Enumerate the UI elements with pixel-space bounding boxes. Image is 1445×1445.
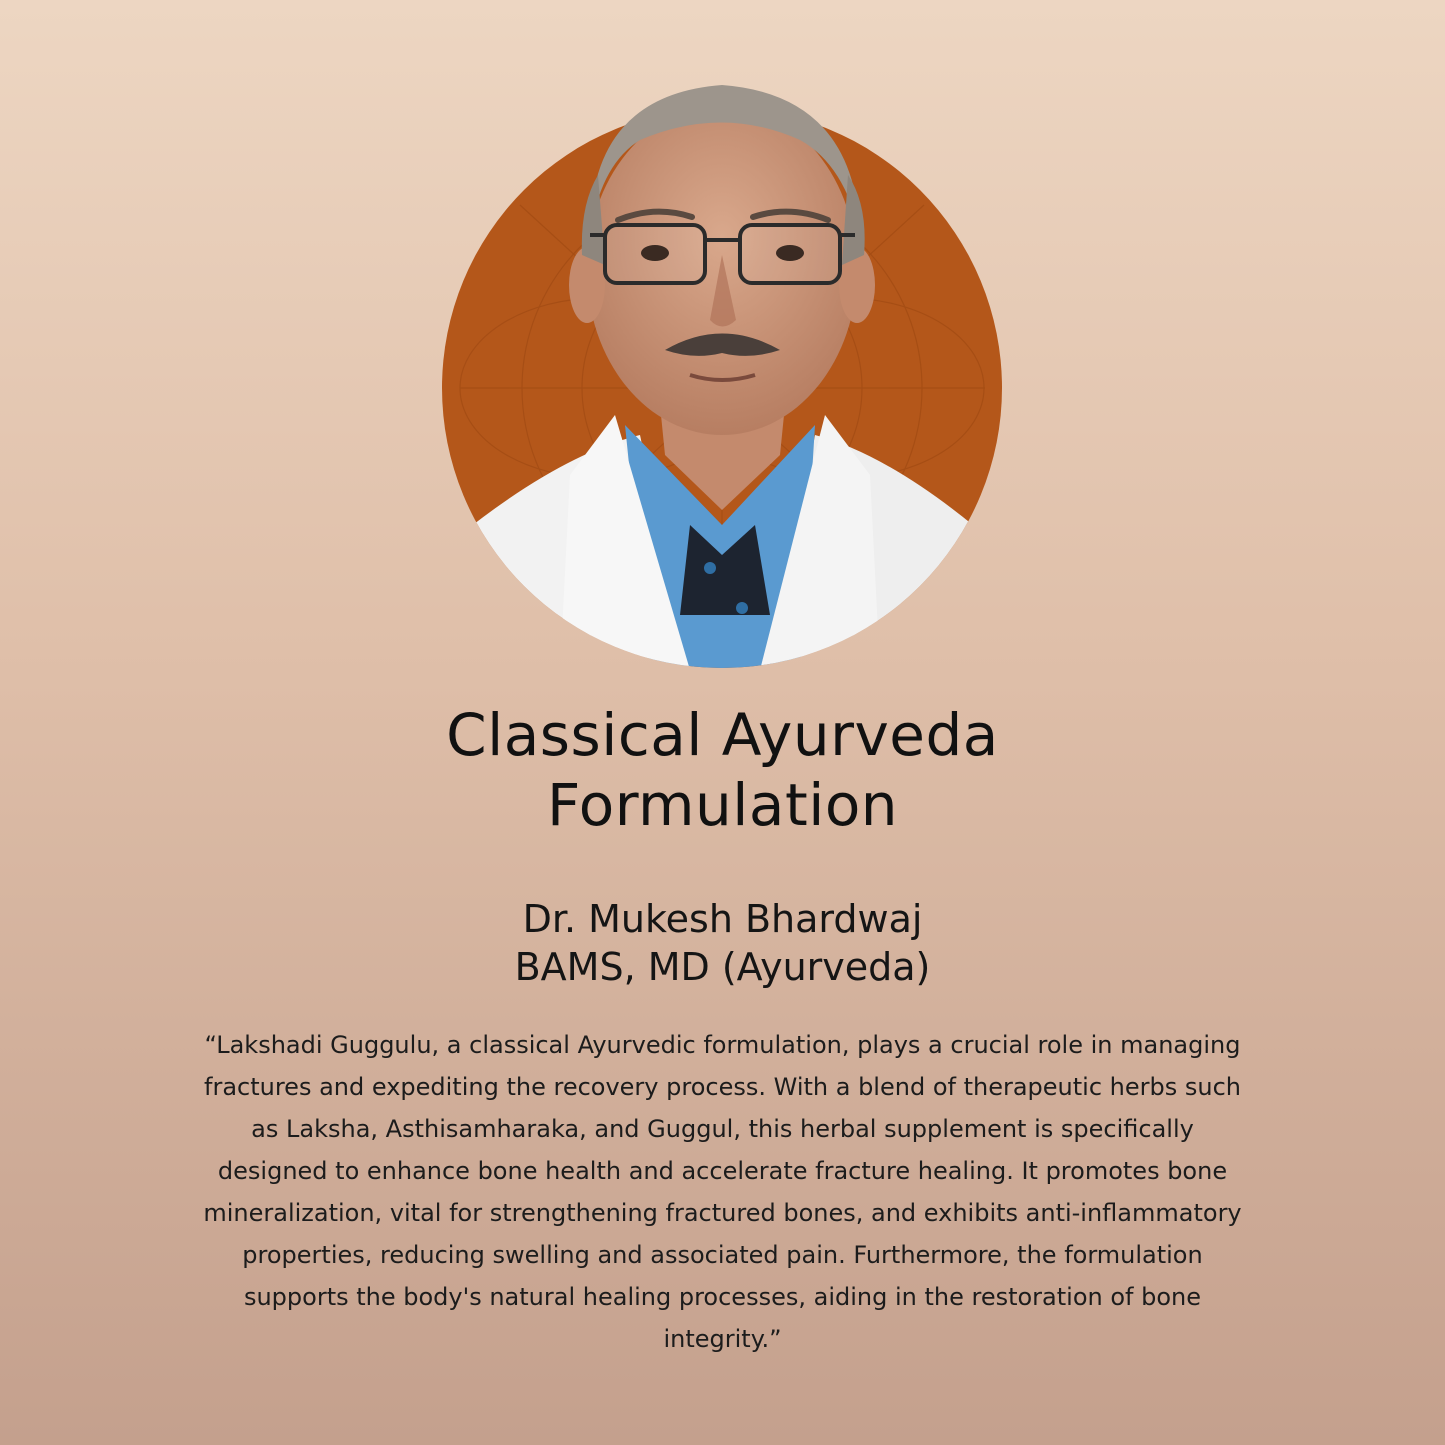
page-title — [0, 700, 1445, 840]
portrait-illustration — [440, 55, 1005, 670]
author-block — [0, 895, 1445, 991]
doctor-portrait — [440, 55, 1005, 670]
author-credentials: BAMS, MD (Ayurveda) — [514, 945, 931, 989]
title-line-2: Formulation — [546, 771, 899, 839]
testimonial-quote: “Lakshadi Guggulu, a classical Ayurvedic formulation, plays a crucial role in managing fractures and expediting the recovery process. With a blend of therapeutic herbs such as Laksha, Asthisamharaka, and Guggul, this herbal supplement is specifically designed to enhance bone health and accelerate fracture healing. It promotes bone mineralization, vital for strengthening fractured bones, and exhibits anti-inflammatory properties, reducing swelling and associated pain. Furthermore, the formulation supports the body's natural healing processes, aiding in the restoration of bone integrity.” — [203, 1031, 1242, 1353]
author-name: Dr. Mukesh Bhardwaj — [522, 897, 923, 941]
title-line-1: Classical Ayurveda — [446, 701, 999, 769]
